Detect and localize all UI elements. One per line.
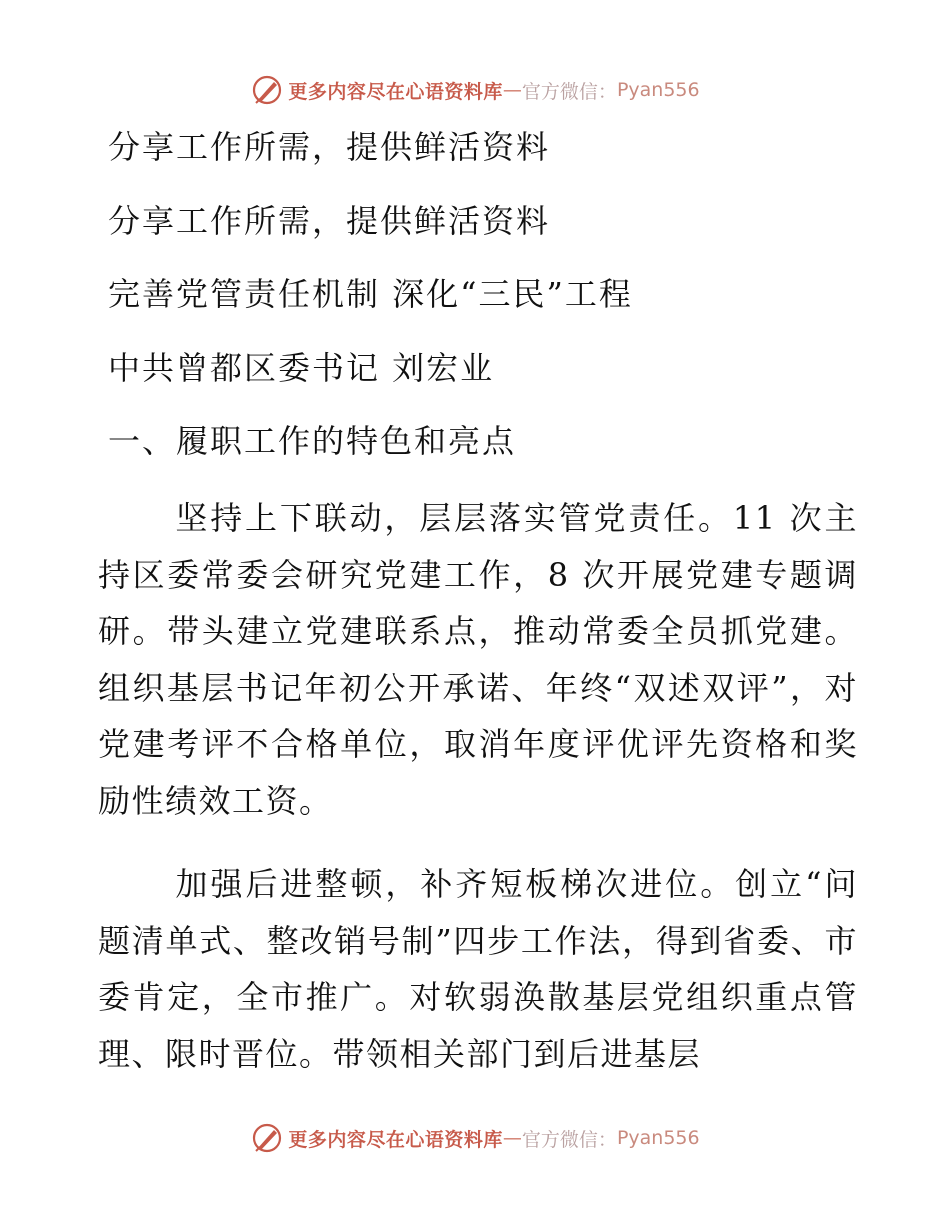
quill-logo-icon: [250, 73, 284, 107]
watermark-separator: —: [502, 1127, 522, 1149]
paragraph-2: [98, 856, 858, 1082]
quill-logo-icon: [250, 1121, 284, 1155]
tagline-line-2: 分享工作所需，提供鲜活资料: [108, 202, 551, 240]
watermark-label: 官方微信：: [521, 1128, 617, 1151]
paragraph-1: [98, 490, 858, 829]
section-heading: 一、履职工作的特色和亮点: [108, 422, 517, 460]
article-title: 完善党管责任机制 深化“三民”工程: [108, 275, 633, 313]
paragraph-1-text: 坚持上下联动，层层落实管党责任。11 次主持区委常委会研究党建工作，8 次开展党建专题调研。带头建立党建联系点，推动常委全员抓党建。组织基层书记年初公开承诺、年终“双述双评”，对党建考评不合格单位，取消年度评优评先资格和奖励性绩效工资。: [98, 499, 858, 820]
author-line: 中共曾都区委书记 刘宏业: [108, 349, 495, 387]
watermark-label: 官方微信：: [521, 80, 617, 103]
watermark-separator: —: [502, 79, 522, 101]
watermark-text: 更多内容尽在心语资料库: [288, 1128, 503, 1151]
watermark-id: Pyan556: [616, 79, 700, 101]
tagline-line-1: 分享工作所需，提供鲜活资料: [108, 128, 551, 166]
paragraph-2-text: 加强后进整顿，补齐短板梯次进位。创立“问题清单式、整改销号制”四步工作法，得到省委、市委肯定，全市推广。对软弱涣散基层党组织重点管理、限时晋位。带领相关部门到后进基层: [98, 865, 858, 1073]
watermark-id: Pyan556: [616, 1127, 700, 1149]
watermark-text: 更多内容尽在心语资料库: [288, 80, 503, 103]
footer-watermark: [0, 1118, 950, 1158]
header-watermark: [0, 70, 950, 110]
